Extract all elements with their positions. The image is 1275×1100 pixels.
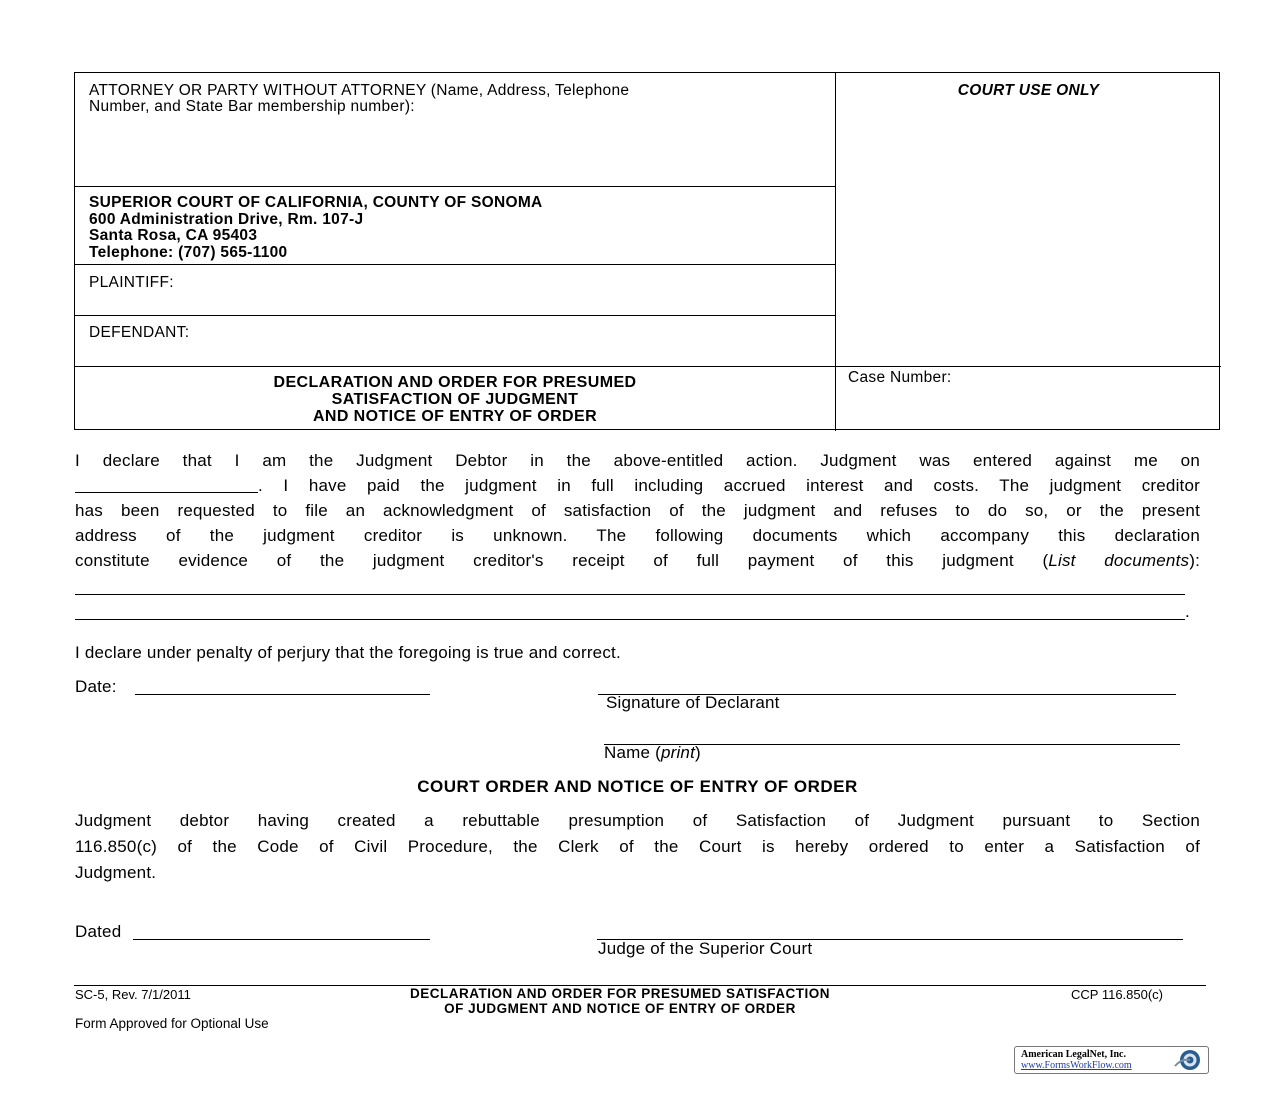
- court-street: 600 Administration Drive, Rm. 107-J: [89, 210, 364, 228]
- court-telephone: Telephone: (707) 565-1100: [89, 243, 288, 261]
- form-title-line-3: AND NOTICE OF ENTRY OF ORDER: [312, 408, 598, 425]
- rule-attorney-bottom: [75, 186, 835, 187]
- plaintiff-label: PLAINTIFF:: [89, 274, 174, 291]
- declaration-line-4: address of the judgment creditor is unknown. The following documents which accompany this declaration: [75, 526, 1200, 545]
- documents-line-2[interactable]: [75, 619, 1185, 620]
- attorney-info-field[interactable]: [83, 113, 828, 181]
- name-label-start: Name (: [604, 743, 661, 762]
- documents-line-1[interactable]: [75, 594, 1185, 595]
- statute-code: CCP 116.850(c): [1071, 987, 1164, 1002]
- date-label: Date:: [75, 677, 117, 696]
- name-label-print: print: [660, 743, 696, 762]
- order-paragraph: [75, 808, 1200, 886]
- court-name: SUPERIOR COURT OF CALIFORNIA, COUNTY OF SONOMA: [89, 194, 543, 211]
- name-label-end: ): [695, 743, 701, 762]
- date-field[interactable]: [135, 694, 430, 695]
- perjury-statement: I declare under penalty of perjury that the foregoing is true and correct.: [75, 643, 621, 662]
- judge-label: Judge of the Superior Court: [598, 939, 813, 958]
- signature-label: Signature of Declarant: [606, 693, 780, 712]
- dated-label: Dated: [75, 922, 122, 941]
- attorney-label-line-2: Number, and State Bar membership number):: [89, 98, 415, 115]
- logo-name: American LegalNet, Inc.: [1021, 1049, 1126, 1060]
- caption-divider-vertical: [835, 73, 836, 431]
- declaration-line-5: [75, 548, 1200, 573]
- form-title-line-1: DECLARATION AND ORDER FOR PRESUMED: [273, 374, 637, 391]
- court-address-block: [89, 195, 543, 261]
- american-legalnet-logo[interactable]: [1014, 1046, 1209, 1074]
- footer-title: [300, 986, 940, 1016]
- declaration-line-1: I declare that I am the Judgment Debtor in the above-entitled action. Judgment was entered against me on: [75, 451, 1200, 470]
- rule-plaintiff-bottom: [75, 315, 835, 316]
- name-print-label: [604, 743, 701, 763]
- court-order-heading: [0, 777, 1275, 797]
- form-id: SC-5, Rev. 7/1/2011: [75, 987, 191, 1002]
- form-approved: Form Approved for Optional Use: [75, 1016, 269, 1031]
- defendant-field[interactable]: [205, 320, 825, 360]
- declaration-line-2-text: . I have paid the judgment in full including accrued interest and costs. The judgment creditor: [258, 476, 1200, 495]
- order-line-1: Judgment debtor having created a rebuttable presumption of Satisfaction of Judgment pursuant to Section: [75, 811, 1200, 830]
- declaration-line-5-start: constitute evidence of the judgment creditor's receipt of full payment of this judgment (: [75, 551, 1049, 570]
- rule-court-bottom: [75, 264, 835, 265]
- attorney-label: [89, 83, 629, 115]
- judgment-date-blank[interactable]: [75, 473, 258, 493]
- dated-field[interactable]: [133, 939, 430, 940]
- declaration-paragraph: [75, 448, 1200, 573]
- order-line-2: 116.850(c) of the Code of Civil Procedure, the Clerk of the Court is hereby ordered to enter a Satisfaction of: [75, 837, 1200, 856]
- declaration-line-2: [75, 473, 1200, 498]
- logo-url: www.FormsWorkFlow.com: [1021, 1060, 1132, 1071]
- case-number-label: Case Number:: [848, 369, 952, 386]
- plaintiff-field[interactable]: [185, 269, 825, 309]
- court-order-heading-text: COURT ORDER AND NOTICE OF ENTRY OF ORDER: [417, 777, 858, 796]
- footer-title-line-1: DECLARATION AND ORDER FOR PRESUMED SATISFACTION: [409, 986, 830, 1001]
- case-number-field[interactable]: [845, 389, 1215, 425]
- footer-title-line-2: OF JUDGMENT AND NOTICE OF ENTRY OF ORDER: [444, 1001, 796, 1016]
- declaration-line-3: has been requested to file an acknowledgment of satisfaction of the judgment and refuses to do so, or the present: [75, 501, 1200, 520]
- form-title: [75, 374, 835, 425]
- order-line-3: Judgment.: [75, 863, 157, 882]
- declaration-line-5-end: ):: [1189, 551, 1200, 570]
- attorney-label-line-1: ATTORNEY OR PARTY WITHOUT ATTORNEY (Name, Address, Telephone: [89, 82, 630, 99]
- defendant-label: DEFENDANT:: [89, 324, 190, 341]
- list-documents-text: List documents: [1048, 551, 1190, 570]
- logo-swirl-icon: [1172, 1048, 1206, 1072]
- form-title-line-2: SATISFACTION OF JUDGMENT: [331, 391, 579, 408]
- documents-period: .: [1185, 602, 1190, 621]
- caption-table: [74, 72, 1220, 430]
- court-city: Santa Rosa, CA 95403: [89, 227, 258, 244]
- court-use-only-label: COURT USE ONLY: [957, 82, 1100, 99]
- rule-defendant-bottom: [75, 366, 1221, 367]
